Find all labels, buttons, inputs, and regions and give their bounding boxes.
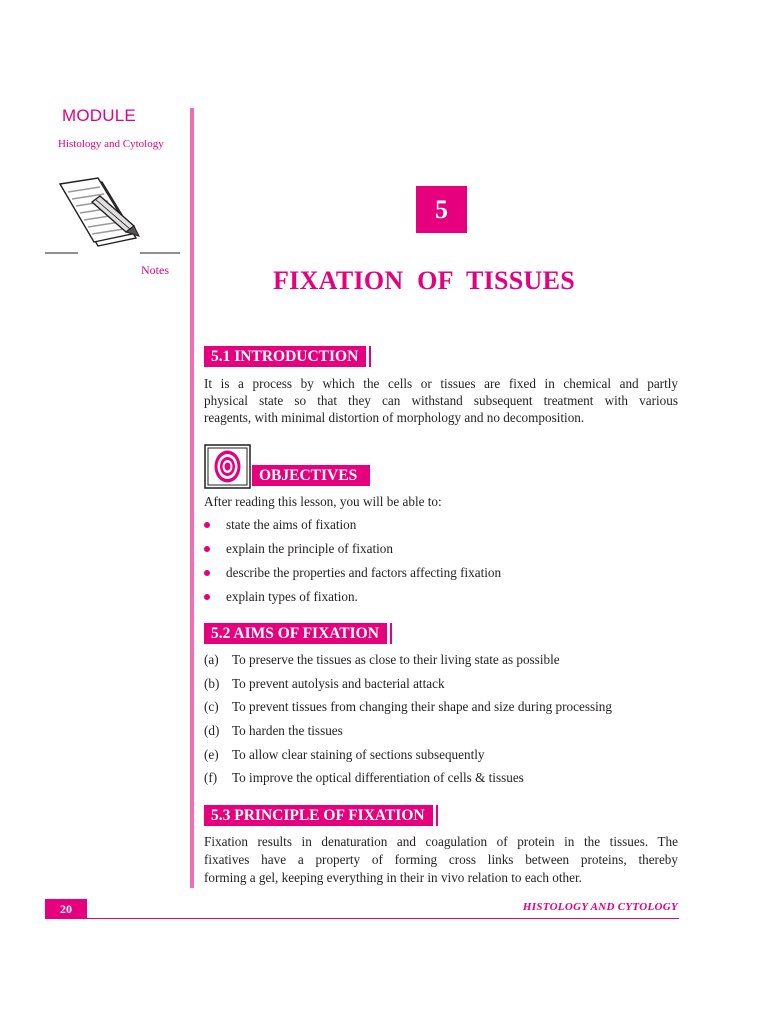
- module-label: MODULE: [62, 106, 136, 125]
- aim-marker: (c): [204, 699, 219, 714]
- module-subject: Histology and Cytology: [58, 138, 164, 150]
- bullet-dot: [204, 570, 210, 576]
- section-heading-principle: 5.3 PRINCIPLE OF FIXATION: [204, 805, 433, 826]
- running-footer-title: HISTOLOGY AND CYTOLOGY: [522, 901, 678, 913]
- principle-line: forming a gel, keeping everything in their in vivo relation to each other.: [204, 870, 582, 885]
- intro-line: It is a process by which the cells or tissues are fixed in chemical and partly: [204, 376, 678, 391]
- objective-item: explain the principle of fixation: [226, 541, 393, 556]
- aim-marker: (f): [204, 770, 218, 785]
- aim-marker: (b): [204, 676, 220, 691]
- aim-item: To harden the tissues: [232, 723, 343, 738]
- intro-line: reagents, with minimal distortion of morphology and no decomposition.: [204, 410, 585, 425]
- principle-line: fixatives have a property of forming cross links between proteins, thereby: [204, 852, 678, 867]
- bullet-dot: [204, 522, 210, 528]
- aim-item: To prevent tissues from changing their shape and size during processing: [232, 699, 612, 714]
- principle-line: Fixation results in denaturation and coagulation of protein in the tissues. The: [204, 834, 678, 849]
- intro-line: physical state so that they can withstand subsequent treatment with various: [204, 393, 678, 408]
- footer-rule: [45, 918, 679, 919]
- aim-item: To prevent autolysis and bacterial attack: [232, 676, 445, 691]
- section-heading-objectives: OBJECTIVES: [252, 465, 370, 486]
- aim-item: To allow clear staining of sections subsequently: [232, 747, 485, 762]
- chapter-title: FIXATION OF TISSUES: [273, 266, 576, 295]
- page-number: 20: [45, 899, 87, 919]
- chapter-number: 5: [416, 186, 467, 233]
- aim-marker: (e): [204, 747, 219, 762]
- notes-label: Notes: [141, 263, 169, 277]
- aim-marker: (a): [204, 652, 219, 667]
- bullet-dot: [204, 594, 210, 600]
- section-heading-aims: 5.2 AIMS OF FIXATION: [204, 623, 387, 644]
- aim-item: To preserve the tissues as close to their living state as possible: [232, 652, 560, 667]
- target-icon: [204, 444, 251, 489]
- aim-marker: (d): [204, 723, 220, 738]
- section-heading-introduction: 5.1 INTRODUCTION: [204, 346, 366, 367]
- margin-divider: [190, 108, 194, 888]
- bullet-dot: [204, 546, 210, 552]
- notepad-pencil-icon: [40, 176, 180, 258]
- objective-item: explain types of fixation.: [226, 589, 358, 604]
- objective-item: state the aims of fixation: [226, 517, 357, 532]
- aim-item: To improve the optical differentiation of cells & tissues: [232, 770, 524, 785]
- objectives-lead: After reading this lesson, you will be able to:: [204, 494, 442, 509]
- objective-item: describe the properties and factors affecting fixation: [226, 565, 502, 580]
